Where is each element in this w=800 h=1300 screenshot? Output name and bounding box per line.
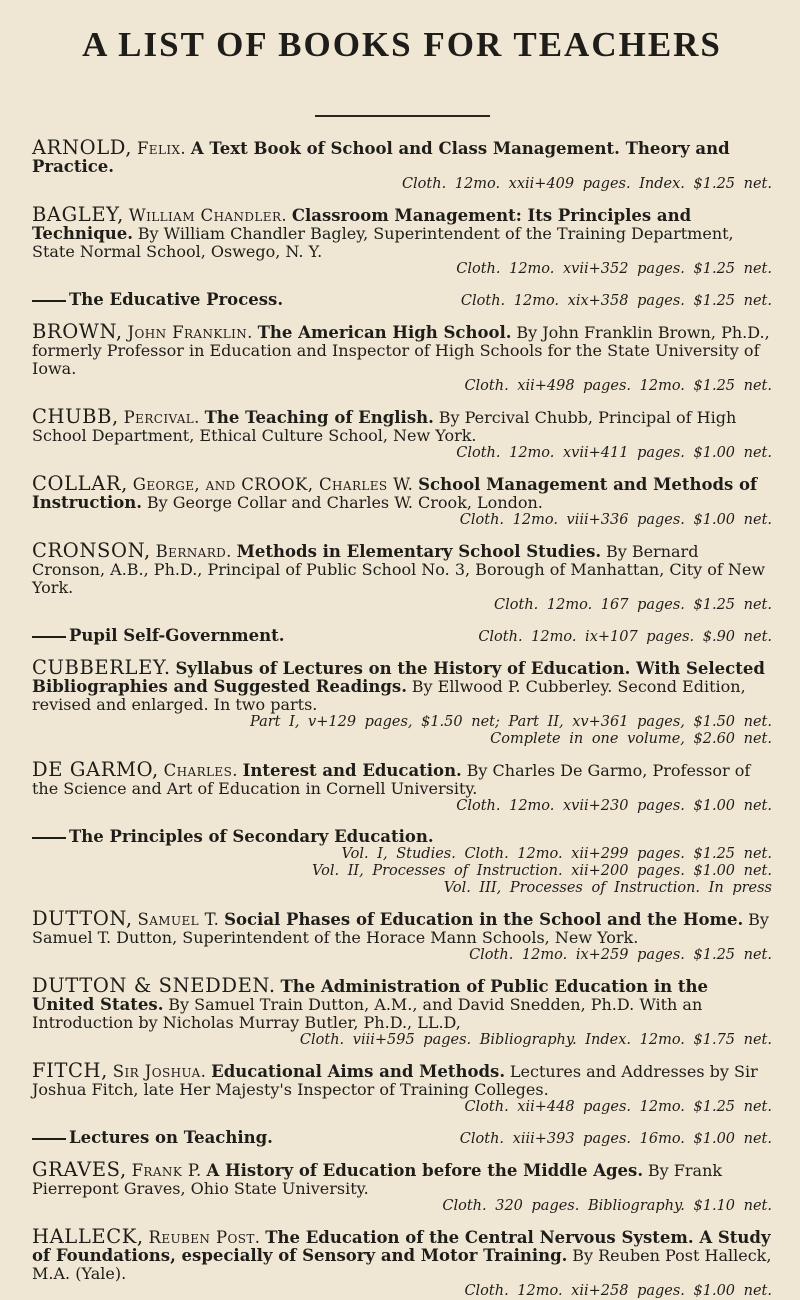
book-entry: [32, 135, 772, 193]
book-description: Lectures and Addresses by Sir Joshua Fitch, late Her Majesty's Inspector of Training Colleges.: [32, 1061, 758, 1099]
sub-entry-line: [32, 828, 772, 846]
book-title: Syllabus of Lectures on the History of Education. With Selected Bibliographies and Suggested Readings.: [32, 658, 765, 696]
author-surname: COLLAR,: [32, 471, 128, 495]
sub-entry-title-wrap: [32, 291, 283, 309]
book-entry: [32, 828, 772, 897]
book-description: By Percival Chubb, Principal of High School Department, Ethical Culture School, New York.: [32, 407, 737, 445]
book-heading: [32, 973, 772, 1032]
author-forename: Bernard.: [155, 541, 232, 561]
book-description: By Reuben Post Halleck, M.A. (Yale).: [32, 1245, 772, 1283]
book-entry: [32, 538, 772, 614]
book-details: Cloth. 12mo. xxii+409 pages. Index. $1.25 net.: [401, 175, 772, 192]
author-forename: Reuben Post.: [148, 1227, 261, 1247]
book-heading: [32, 906, 772, 947]
book-entry: [32, 291, 772, 310]
author-surname: GRAVES,: [32, 1157, 127, 1181]
book-title: School Management and Methods of Instruction.: [32, 474, 758, 512]
book-details: Cloth. xiii+393 pages. 16mo. $1.00 net.: [459, 1130, 772, 1147]
book-heading: [32, 319, 772, 378]
book-entry: [32, 906, 772, 964]
book-details: Complete in one volume, $2.60 net.: [490, 730, 772, 747]
author-forename: Felix.: [136, 138, 187, 158]
author-forename: Samuel T.: [137, 909, 220, 929]
book-details: Cloth. 12mo. ix+259 pages. $1.25 net.: [469, 946, 772, 963]
author-surname: DE GARMO,: [32, 757, 159, 781]
book-heading: [32, 202, 772, 261]
book-heading: [32, 757, 772, 798]
book-entry: [32, 655, 772, 748]
book-entry: [32, 1157, 772, 1215]
author-forename: George, and CROOK, Charles W.: [132, 474, 414, 494]
sub-entry-line: [32, 1129, 772, 1148]
author-forename: Charles.: [163, 760, 238, 780]
book-heading: [32, 538, 772, 597]
sub-entry-title-wrap: [32, 627, 284, 645]
book-entry: [32, 202, 772, 278]
book-details: Part I, v+129 pages, $1.50 net; Part II, xv+361 pages, $1.50 net.: [249, 713, 772, 730]
dash-rule: [32, 300, 66, 302]
book-title: Classroom Management: Its Principles and Technique.: [32, 205, 692, 243]
book-details: Cloth. 12mo. xvii+352 pages. $1.25 net.: [456, 260, 772, 277]
book-details: Cloth. viii+595 pages. Bibliography. Index. 12mo. $1.75 net.: [299, 1031, 772, 1048]
book-entry: [32, 1058, 772, 1116]
author-surname: CHUBB,: [32, 404, 119, 428]
author-surname: BAGLEY,: [32, 202, 124, 226]
book-title: Social Phases of Education in the School and the Home.: [224, 909, 744, 929]
author-surname: DUTTON,: [32, 906, 133, 930]
sub-entry-title-wrap: [32, 828, 434, 846]
book-title: A History of Education before the Middle Ages.: [206, 1160, 644, 1180]
title-rule: [315, 115, 490, 117]
author-forename: William Chandler.: [128, 205, 288, 225]
book-title: Pupil Self-Government.: [69, 625, 285, 645]
book-details: Cloth. 12mo. xii+258 pages. $1.00 net.: [464, 1282, 772, 1299]
author-surname: FITCH,: [32, 1058, 108, 1082]
author-forename: Percival.: [123, 407, 200, 427]
author-forename: John Franklin.: [127, 322, 253, 342]
author-surname: DUTTON & SNEDDEN.: [32, 973, 276, 997]
book-details: Vol. II, Processes of Instruction. xii+200 pages. $1.00 net.: [311, 862, 772, 879]
book-title: The Administration of Public Education in the United States.: [32, 976, 708, 1014]
book-details: Cloth. 12mo. xix+358 pages. $1.25 net.: [460, 292, 772, 309]
book-heading: [32, 1058, 772, 1099]
book-entry: [32, 757, 772, 815]
dash-rule: [32, 837, 66, 839]
book-description: By John Franklin Brown, Ph.D., formerly Professor in Education and Inspector of High Schools for the State University of Iowa.: [32, 322, 770, 378]
book-title: The Principles of Secondary Education.: [69, 826, 434, 846]
book-details: Cloth. 12mo. xvii+411 pages. $1.00 net.: [456, 444, 772, 461]
book-title: The Educative Process.: [69, 289, 284, 309]
book-list: [32, 135, 772, 1300]
book-title: Lectures on Teaching.: [69, 1127, 273, 1147]
book-description: By Samuel T. Dutton, Superintendent of the Horace Mann Schools, New York.: [32, 909, 769, 947]
book-title: The Education of the Central Nervous System. A Study of Foundations, especially of Sensory and Motor Training.: [32, 1227, 771, 1265]
book-description: By William Chandler Bagley, Superintendent of the Training Department, State Normal School, Oswego, N. Y.: [32, 223, 734, 261]
sub-entry-title-wrap: [32, 1129, 273, 1147]
book-title: Interest and Education.: [242, 760, 462, 780]
book-description: By Samuel Train Dutton, A.M., and David Snedden, Ph.D. With an Introduction by Nicholas Murray Butler, Ph.D., LL.D,: [32, 994, 703, 1032]
author-surname: HALLECK,: [32, 1224, 144, 1248]
book-description: By George Collar and Charles W. Crook, London.: [146, 492, 543, 512]
author-surname: CRONSON,: [32, 538, 151, 562]
book-details: Cloth. 12mo. ix+107 pages. $.90 net.: [478, 628, 772, 645]
book-entry: [32, 1129, 772, 1148]
book-details: Cloth. 12mo. 167 pages. $1.25 net.: [494, 596, 772, 613]
book-details: Cloth. 320 pages. Bibliography. $1.10 net.: [442, 1197, 772, 1214]
book-details: Vol. III, Processes of Instruction. In press: [443, 879, 772, 896]
book-entry: [32, 471, 772, 529]
book-title: Educational Aims and Methods.: [211, 1061, 506, 1081]
book-details: Cloth. 12mo. xvii+230 pages. $1.00 net.: [456, 797, 772, 814]
book-heading: [32, 135, 772, 176]
author-forename: Sir Joshua.: [112, 1061, 207, 1081]
book-title: A Text Book of School and Class Management. Theory and Practice.: [32, 138, 730, 176]
book-title: The American High School.: [257, 322, 512, 342]
book-details: Cloth. xii+498 pages. 12mo. $1.25 net.: [464, 377, 772, 394]
book-description: By Frank Pierrepont Graves, Ohio State University.: [32, 1160, 723, 1198]
book-entry: [32, 627, 772, 646]
book-description: By Charles De Garmo, Professor of the Science and Art of Education in Cornell University.: [32, 760, 751, 798]
book-entry: [32, 404, 772, 462]
book-details: Cloth. 12mo. viii+336 pages. $1.00 net.: [459, 511, 772, 528]
book-details: Vol. I, Studies. Cloth. 12mo. xii+299 pages. $1.25 net.: [341, 845, 772, 862]
book-heading: [32, 471, 772, 512]
book-heading: [32, 1224, 772, 1283]
author-surname: ARNOLD,: [32, 135, 133, 159]
book-details: Cloth. xii+448 pages. 12mo. $1.25 net.: [464, 1098, 772, 1115]
book-title: The Teaching of English.: [204, 407, 434, 427]
book-entry: [32, 973, 772, 1049]
sub-entry-line: [32, 627, 772, 646]
page-title: A LIST OF BOOKS FOR TEACHERS: [82, 25, 722, 64]
book-entry: [32, 1224, 772, 1300]
book-entry: [32, 319, 772, 395]
author-surname: BROWN,: [32, 319, 123, 343]
book-description: By Bernard Cronson, A.B., Ph.D., Principal of Public School No. 3, Borough of Manhattan, City of New York.: [32, 541, 766, 597]
sub-entry-line: [32, 291, 772, 310]
dash-rule: [32, 636, 66, 638]
dash-rule: [32, 1138, 66, 1140]
book-heading: [32, 404, 772, 445]
author-forename: Frank P.: [131, 1160, 202, 1180]
book-heading: [32, 1157, 772, 1198]
book-title: Methods in Elementary School Studies.: [236, 541, 602, 561]
book-description: By Ellwood P. Cubberley. Second Edition, revised and enlarged. In two parts.: [32, 676, 746, 714]
author-surname: CUBBERLEY.: [32, 655, 171, 679]
book-heading: [32, 655, 772, 714]
